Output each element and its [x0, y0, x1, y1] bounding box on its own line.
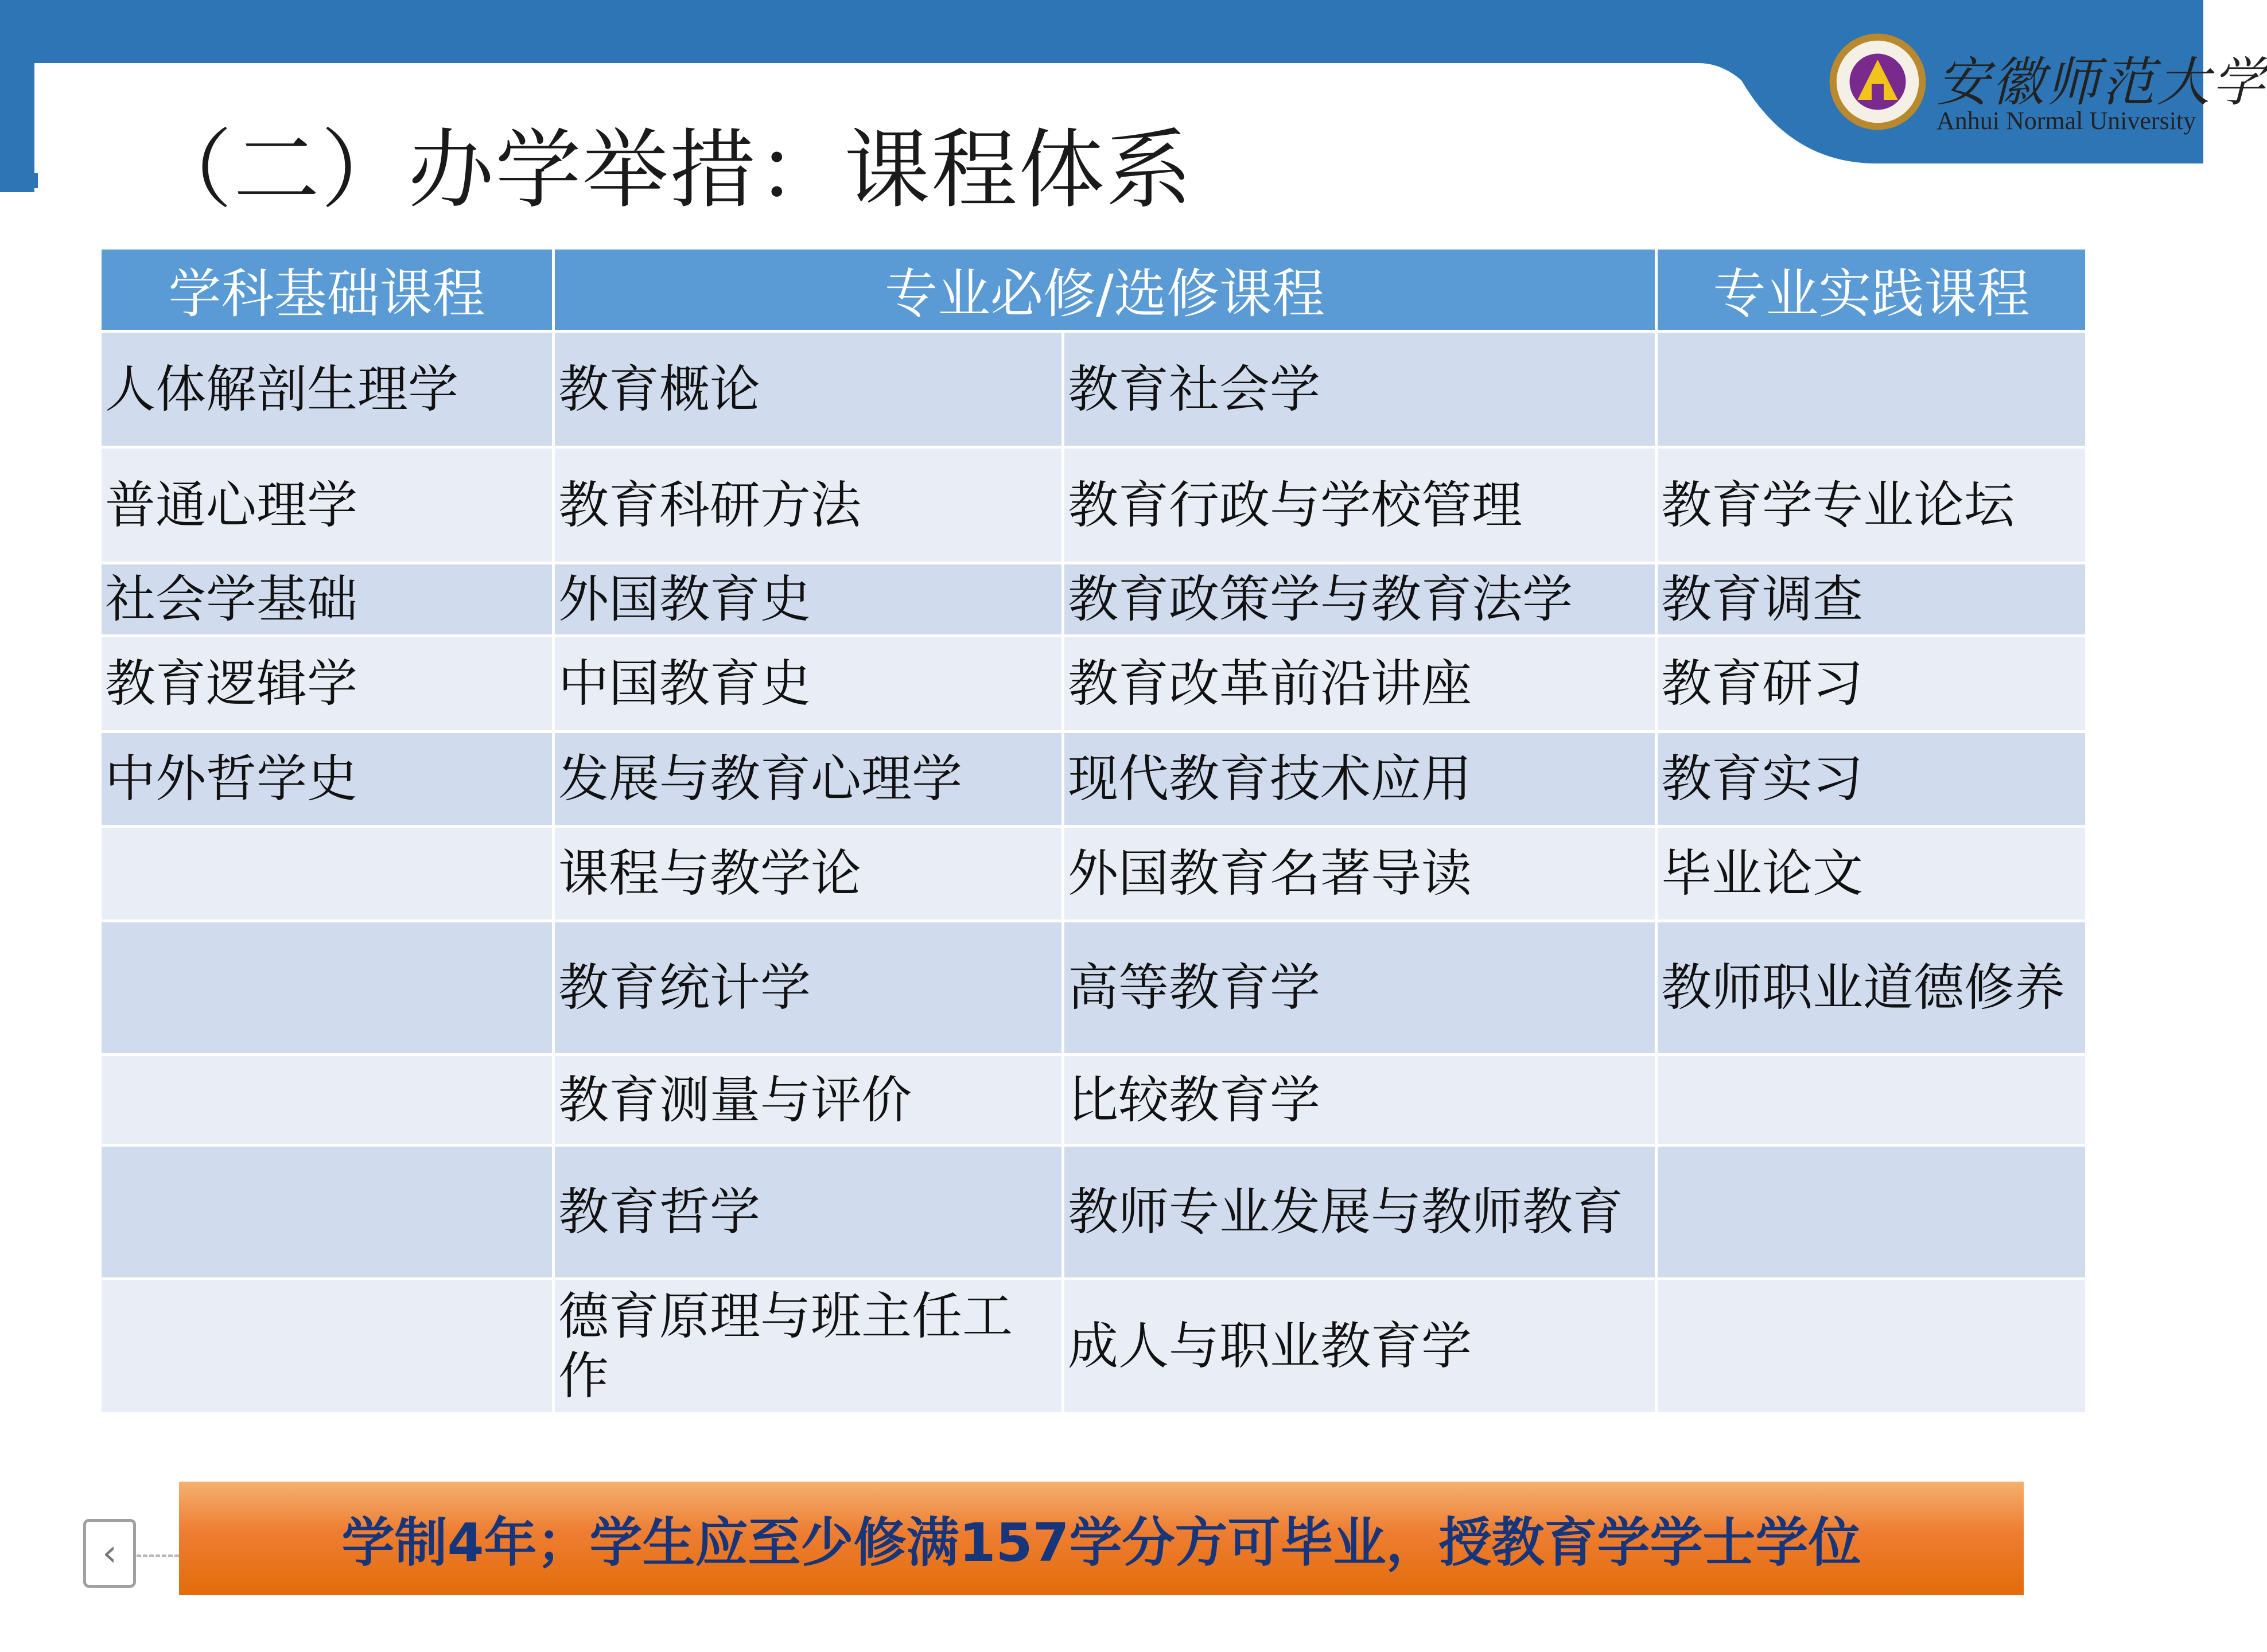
table-cell: 教师职业道德修养: [1656, 921, 2087, 1055]
header-required-elective-courses: 专业必修/选修课程: [554, 248, 1656, 332]
table-cell: [1656, 332, 2087, 447]
university-seal-icon: [1827, 32, 1928, 132]
table-row: [100, 636, 2087, 732]
table-cell: 教师专业发展与教师教育: [1063, 1146, 1656, 1279]
university-logo: [1827, 26, 2267, 163]
table-row: [100, 332, 2087, 447]
table-cell: [100, 1055, 554, 1146]
table-cell: [1656, 1146, 2087, 1279]
practice-course-link[interactable]: 教育实习: [1656, 732, 2087, 827]
table-cell: 社会学基础: [100, 563, 554, 636]
nav-connector-line: [137, 1554, 179, 1557]
table-cell: 教育科研方法: [554, 447, 1063, 563]
table-row: [100, 563, 2087, 636]
table-cell: 中外哲学史: [100, 732, 554, 827]
table-cell: 外国教育史: [554, 563, 1063, 636]
table-cell: 教育测量与评价: [554, 1055, 1063, 1146]
table-cell: 教育哲学: [554, 1146, 1063, 1279]
table-cell: 成人与职业教育学: [1063, 1279, 1656, 1414]
table-cell: 中国教育史: [554, 636, 1063, 732]
table-row: [100, 921, 2087, 1055]
practice-course-link[interactable]: 教育调查: [1656, 563, 2087, 636]
table-header-row: [100, 248, 2087, 332]
table-row: [100, 1279, 2087, 1414]
table-cell: 课程与教学论: [554, 827, 1063, 921]
table-row: [100, 447, 2087, 563]
page-title: （二）办学举措：课程体系: [146, 120, 1193, 220]
table-cell: 比较教育学: [1063, 1055, 1656, 1146]
table-row: [100, 1055, 2087, 1146]
table-cell: [100, 1279, 554, 1414]
table-cell: 教育行政与学校管理: [1063, 447, 1656, 563]
table-cell: 教育统计学: [554, 921, 1063, 1055]
header-practice-courses: 专业实践课程: [1656, 248, 2087, 332]
prev-slide-button[interactable]: [83, 1519, 136, 1588]
table-cell: 人体解剖生理学: [100, 332, 554, 447]
table-cell: 教育概论: [554, 332, 1063, 447]
table-cell: 教育逻辑学: [100, 636, 554, 732]
table-cell: 普通心理学: [100, 447, 554, 563]
table-cell: 教育政策学与教育法学: [1063, 563, 1656, 636]
table-cell: [1656, 1279, 2087, 1414]
table-cell: 发展与教育心理学: [554, 732, 1063, 827]
logo-name-en: Anhui Normal University: [1937, 107, 2196, 135]
table-cell: 教育社会学: [1063, 332, 1656, 447]
table-cell: 德育原理与班主任工作: [554, 1279, 1063, 1414]
table-cell: [1656, 1055, 2087, 1146]
course-table: [99, 247, 2088, 1415]
practice-course-link[interactable]: 教育学专业论坛: [1656, 447, 2087, 563]
table-cell: 教育改革前沿讲座: [1063, 636, 1656, 732]
table-cell: 高等教育学: [1063, 921, 1656, 1055]
practice-course-link[interactable]: 教育研习: [1656, 636, 2087, 732]
table-row: [100, 732, 2087, 827]
table-cell: [100, 827, 554, 921]
banner-text: 学制4年；学生应至少修满157学分方可毕业，授教育学学士学位: [341, 1512, 1861, 1573]
logo-name-cn: 安徽师范大学: [1937, 52, 2267, 113]
chevron-left-icon: ‹: [102, 1532, 117, 1575]
graduation-requirement-banner: [179, 1482, 2024, 1595]
table-cell: 毕业论文: [1656, 827, 2087, 921]
table-row: [100, 827, 2087, 921]
table-cell: 外国教育名著导读: [1063, 827, 1656, 921]
table-cell: [100, 1146, 554, 1279]
table-cell: 现代教育技术应用: [1063, 732, 1656, 827]
table-row: [100, 1146, 2087, 1279]
table-cell: [100, 921, 554, 1055]
header-foundation-courses: 学科基础课程: [100, 248, 554, 332]
